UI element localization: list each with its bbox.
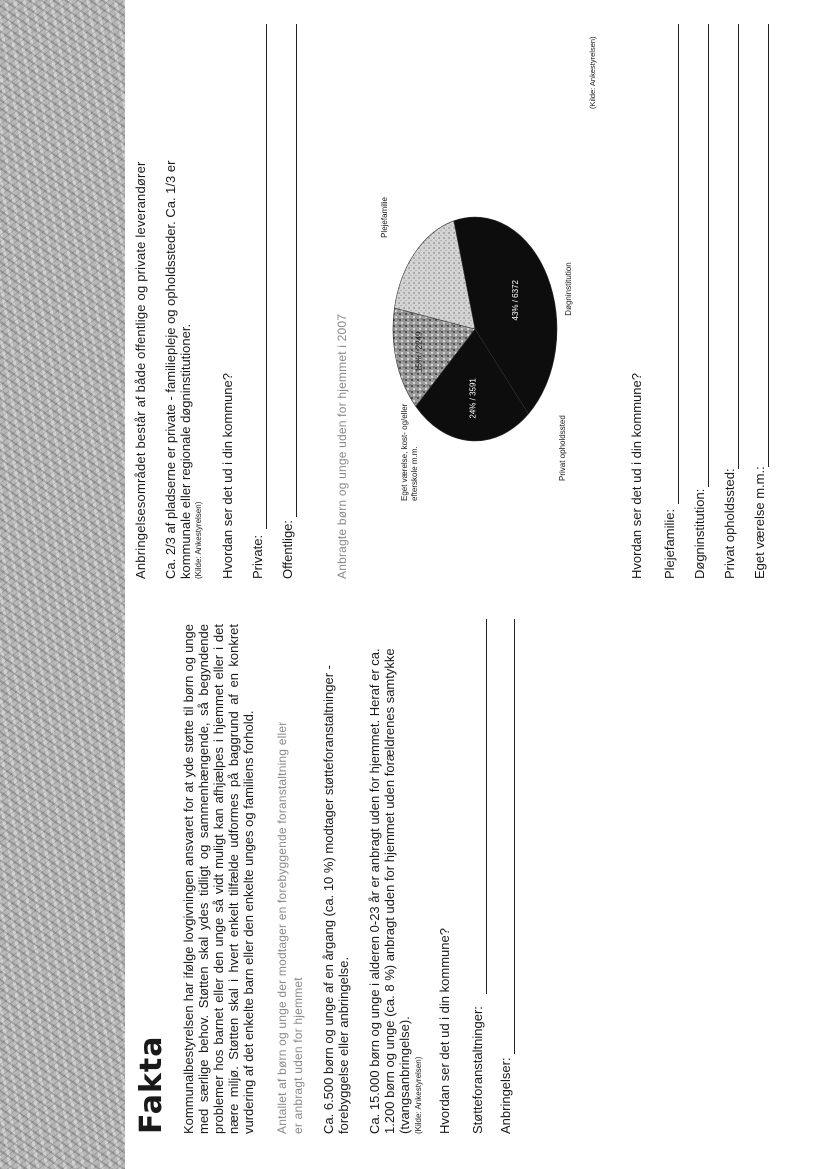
source-note: (Kilde: Ankestyrelsen) [414, 1056, 423, 1134]
municipality-question: Hvordan ser det ud i din kommune? [437, 928, 452, 1134]
section-heading-line2: er anbragt uden for hjemmet [291, 977, 305, 1134]
foster-family-label: Plejefamilie: [662, 508, 677, 579]
public-line [296, 24, 297, 517]
placements-label: Anbringelser: [498, 1057, 513, 1134]
chart-heading: Anbragte børn og unge uden for hjemmet i 2007 [335, 313, 349, 579]
public-label: Offentlige: [280, 519, 295, 579]
legend-label-private-home: Privat opholdssted [558, 415, 567, 481]
placement-heading: Anbringelsesområdet består af både offentlige og private leverandører [133, 161, 148, 579]
support-paragraph: Ca. 6.500 børn og unge af en årgang (ca. 10 %) modtager støtteforanstaltninger - forebyggelse eller anbringelse. [321, 665, 351, 1134]
legend-label-own-room-line1: Eget værelse, kost- og/eller [400, 403, 409, 501]
scan-edge-texture [0, 0, 125, 1169]
private-line [266, 24, 267, 529]
municipality-question-2: Hvordan ser det ud i din kommune? [220, 373, 235, 579]
placements-line [514, 619, 515, 1054]
legend-label-own-room-line2: efterskole m.m. [410, 446, 419, 501]
chart-source: (Kilde: Ankestyrelsen) [588, 36, 597, 109]
fakta-title: Fakta [134, 1035, 169, 1134]
institution-label: Døgninstitution: [692, 488, 707, 579]
rotated-content [125, 0, 824, 1169]
share-line1: Ca. 2/3 af pladserne er private - familiepleje og opholdssteder. Ca. 1/3 er [163, 160, 178, 579]
private-home-label: Privat opholdssted: [722, 468, 737, 579]
own-room-line [768, 24, 769, 467]
institution-line [708, 24, 709, 487]
pie-value-label: 15% / 2249 [414, 331, 424, 373]
legend-label-foster-family: Plejefamilie [380, 197, 389, 238]
support-measures-label: Støtteforanstaltninger: [470, 1006, 485, 1134]
share-source: (Kilde: Ankestyrelsen) [194, 501, 203, 579]
municipality-question-3: Hvordan ser det ud i din kommune? [629, 373, 644, 579]
pie-value-label: 24% / 3591 [468, 378, 478, 419]
support-measures-line [486, 619, 487, 994]
intro-paragraph: Kommunalbestyrelsen har ifølge lovgivningen ansvaret for at yde støtte til børn og unge med særlige behov. Støtten skal ydes tidligt og sammenhængende, så begyndende problemer hos barnet eller den unge så vidt muligt kan afhjælpes i hjemmet eller i det nære miljø. Støtten skal i hvert enkelt tilfælde udformes på baggrund af en konkret vurdering af det enkelte barn eller den enkelte unges og familiens forhold. [181, 624, 256, 1134]
section-heading-line1: Antallet af børn og unge der modtager en forebyggende foranstaltning eller [275, 721, 289, 1134]
pie-value-label: 43% / 6372 [510, 280, 520, 321]
private-home-line [738, 24, 739, 469]
placement-pie-chart [357, 19, 617, 579]
private-label: Private: [250, 534, 265, 579]
legend-label-institution: Døgninstitution [564, 262, 573, 316]
placement-paragraph: Ca. 15.000 børn og unge i alderen 0-23 år er anbragt uden for hjemmet. Heraf er ca. 1.200 børn og unge (ca. 8 %) anbragt uden for hjemmet uden forældrenes samtykke (tvangsanbringelse). [367, 648, 412, 1134]
share-line2: kommunale eller regionale døgninstitutioner. [178, 323, 193, 579]
foster-family-line [678, 24, 679, 504]
own-room-label: Eget værelse m.m.: [752, 466, 767, 579]
